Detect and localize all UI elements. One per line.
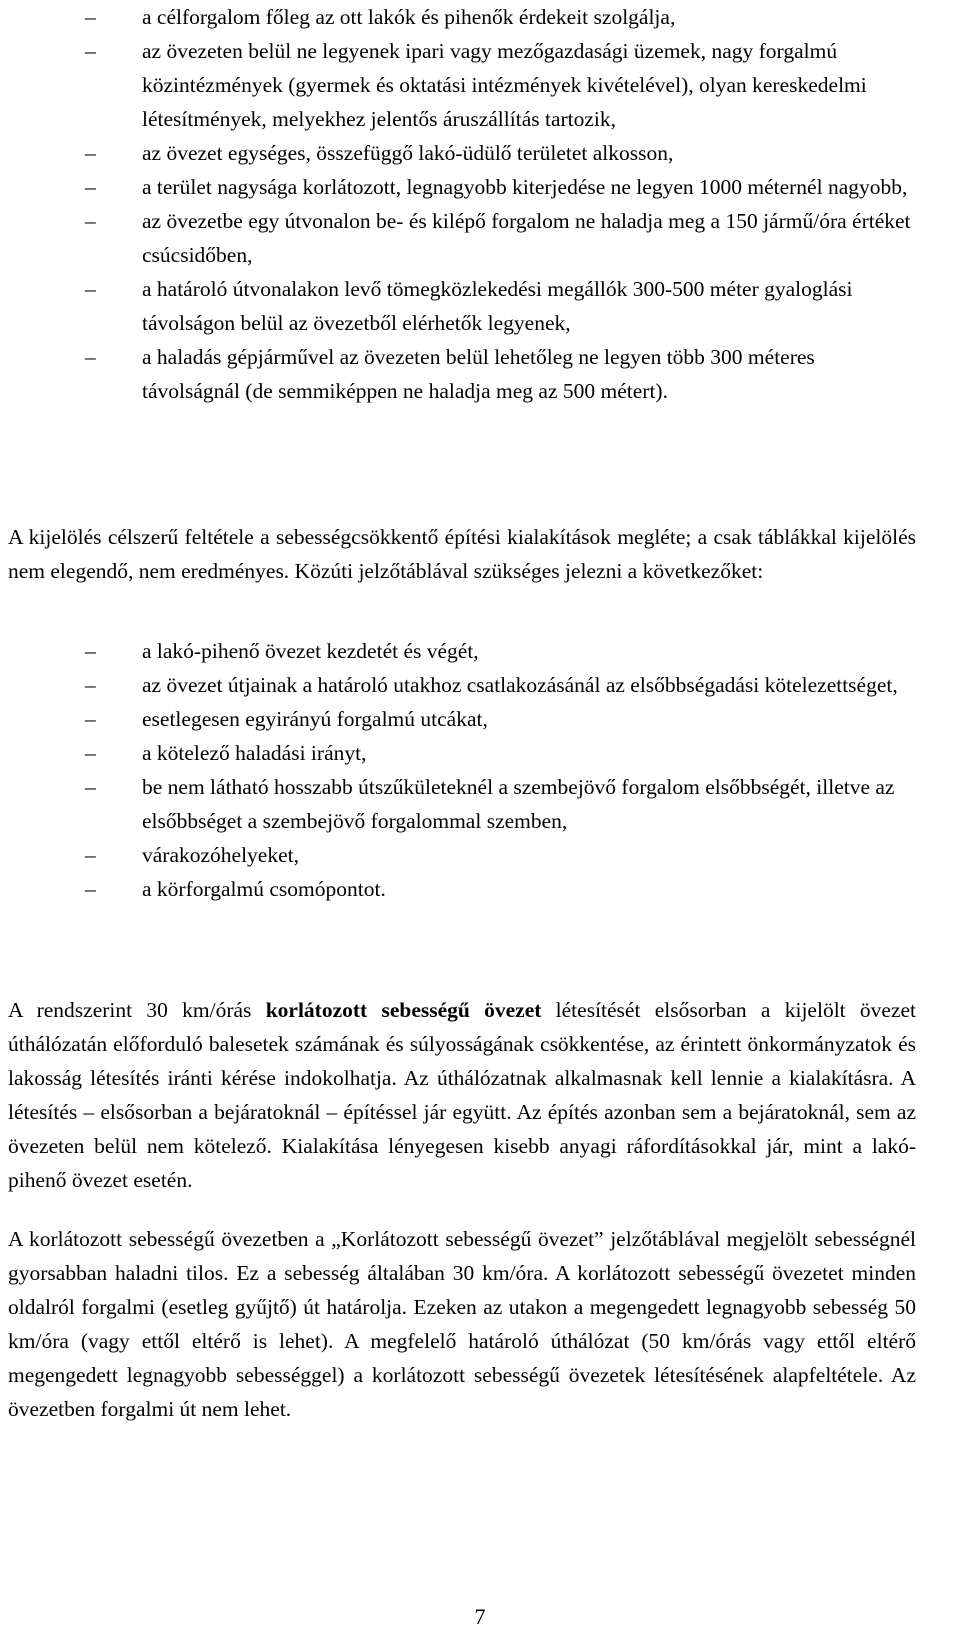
- list-item-text: be nem látható hosszabb útszűkületeknél a szembejövő forgalom elsőbbségét, illetve az elsőbbséget a szembejövő forgalommal szemben,: [142, 775, 895, 833]
- dash-bullet: –: [85, 277, 96, 301]
- paragraph-text: A rendszerint 30 km/órás: [8, 998, 266, 1022]
- list-item-text: a lakó-pihenő övezet kezdetét és végét,: [142, 639, 479, 663]
- signage-intro-paragraph: A kijelölés célszerű feltétele a sebességcsökkentő építési kialakítások megléte; a csak táblákkal kijelölés nem elegendő, nem eredményes. Közúti jelzőtáblával szükséges jelezni a következőket:: [8, 525, 916, 583]
- list-item: [0, 272, 916, 340]
- list-item: [0, 340, 916, 408]
- dash-bullet: –: [85, 877, 96, 901]
- dash-bullet: –: [85, 209, 96, 233]
- list-item-text: az övezet útjainak a határoló utakhoz csatlakozásánál az elsőbbségadási kötelezettséget,: [142, 673, 898, 697]
- dash-bullet: –: [85, 39, 96, 63]
- dash-bullet: –: [85, 141, 96, 165]
- dash-bullet: –: [85, 345, 96, 369]
- page-number: 7: [474, 1604, 486, 1629]
- dash-bullet: –: [85, 843, 96, 867]
- dash-bullet: –: [85, 175, 96, 199]
- dash-bullet: –: [85, 707, 96, 731]
- list-item: [0, 736, 916, 770]
- signage-list: [0, 634, 960, 906]
- list-item: [0, 136, 916, 170]
- requirements-list: [0, 0, 960, 408]
- list-item-text: az övezeten belül ne legyenek ipari vagy mezőgazdasági üzemek, nagy forgalmú közintézmények (gyermek és oktatási intézmények kivételével), olyan kereskedelmi létesítmények, melyekhez jelentős áruszállítás tartozik,: [142, 39, 867, 131]
- dash-bullet: –: [85, 5, 96, 29]
- speed-zone-paragraph: [8, 993, 916, 1197]
- list-item: [0, 702, 916, 736]
- paragraph-text: létesítését elsősorban a kijelölt övezet úthálózatán előforduló balesetek számának és súlyosságának csökkentése, az érintett önkormányzatok és lakosság létesítés iránti kérése indokolhatja. Az úthálózatnak alkalmasnak kell lennie a kialakításra. A létesítés – elsősorban a bejáratoknál – építéssel jár együtt. Az építés azonban sem a bejáratoknál, sem az övezeten belül nem kötelező. Kialakítása lényegesen kisebb anyagi ráfordításokkal jár, mint a lakó-pihenő övezet esetén.: [8, 998, 917, 1192]
- list-item: [0, 872, 916, 906]
- dash-bullet: –: [85, 673, 96, 697]
- list-item: [0, 170, 916, 204]
- list-item: [0, 34, 916, 136]
- bold-term: korlátozott sebességű övezet: [265, 998, 542, 1022]
- list-item: [0, 0, 916, 34]
- dash-bullet: –: [85, 741, 96, 765]
- list-item-text: az övezet egységes, összefüggő lakó-üdülő területet alkosson,: [142, 141, 674, 165]
- list-item: [0, 634, 916, 668]
- list-item-text: a célforgalom főleg az ott lakók és pihenők érdekeit szolgálja,: [142, 5, 676, 29]
- list-item: [0, 770, 916, 838]
- list-item-text: a határoló útvonalakon levő tömegközlekedési megállók 300-500 méter gyaloglási távolságon belül az övezetből elérhetők legyenek,: [142, 277, 853, 335]
- list-item-text: a kötelező haladási irányt,: [142, 741, 367, 765]
- list-item: [0, 668, 916, 702]
- list-item-text: a haladás gépjárművel az övezeten belül lehetőleg ne legyen több 300 méteres távolságnál (de semmiképpen ne haladja meg az 500 métert).: [142, 345, 815, 403]
- list-item-text: várakozóhelyeket,: [142, 843, 299, 867]
- list-item-text: a körforgalmú csomópontot.: [142, 877, 386, 901]
- list-item-text: esetlegesen egyirányú forgalmú utcákat,: [142, 707, 488, 731]
- list-item: [0, 838, 916, 872]
- list-item-text: a terület nagysága korlátozott, legnagyobb kiterjedése ne legyen 1000 méternél nagyobb,: [142, 175, 908, 199]
- dash-bullet: –: [85, 639, 96, 663]
- speed-limit-paragraph: A korlátozott sebességű övezetben a „Korlátozott sebességű övezet” jelzőtáblával megjelölt sebességnél gyorsabban haladni tilos. Ez a sebesség általában 30 km/óra. A korlátozott sebességű övezetet minden oldalról forgalmi (esetleg gyűjtő) út határolja. Ezeken az utakon a megengedett legnagyobb sebesség 50 km/óra (vagy ettől eltérő is lehet). A megfelelő határoló úthálózat (50 km/órás vagy ettől eltérő megengedett legnagyobb sebességgel) a korlátozott sebességű övezetek létesítésének alapfeltétele. Az övezetben forgalmi út nem lehet.: [8, 1227, 916, 1421]
- dash-bullet: –: [85, 775, 96, 799]
- list-item-text: az övezetbe egy útvonalon be- és kilépő forgalom ne haladja meg a 150 jármű/óra értéket csúcsidőben,: [142, 209, 911, 267]
- list-item: [0, 204, 916, 272]
